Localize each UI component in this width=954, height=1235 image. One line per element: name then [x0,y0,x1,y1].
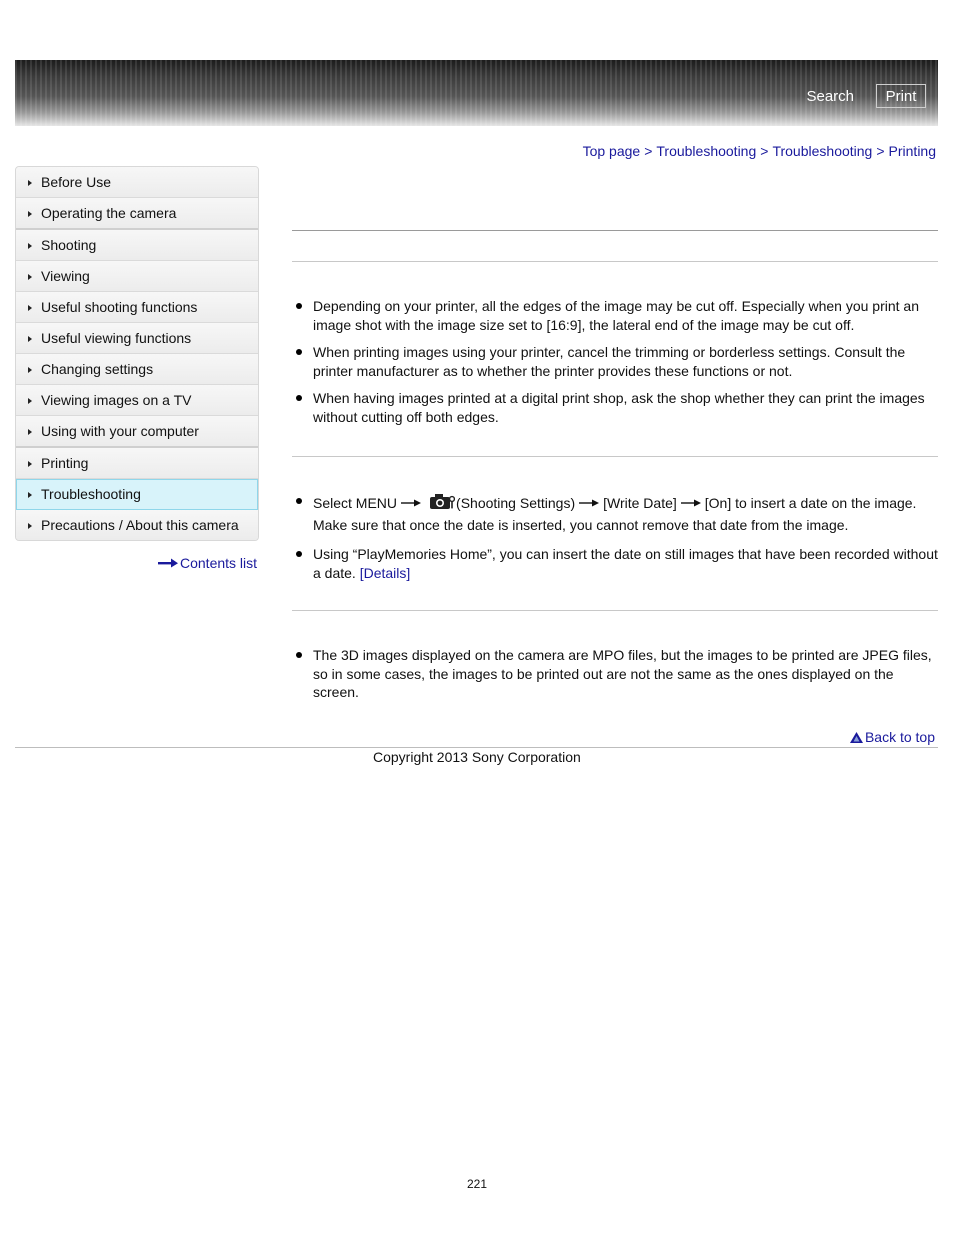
triangle-right-icon [28,211,32,217]
triangle-right-icon [28,429,32,435]
triangle-right-icon [28,305,32,311]
list-item: Depending on your printer, all the edges of the image may be cut off. Especially when you print an image shot with the image size set to [16:9], the lateral end of the image may be cut off. [292,297,938,334]
triangle-right-icon [28,336,32,342]
section-divider [292,261,938,262]
breadcrumb-troubleshooting-1[interactable]: Troubleshooting [656,143,757,159]
search-link[interactable]: Search [806,88,854,105]
sidebar-item-shooting[interactable] [16,230,258,261]
print-button[interactable]: Print [876,84,926,108]
title-divider [292,230,938,231]
triangle-right-icon [28,492,32,498]
triangle-right-icon [28,398,32,404]
triangle-right-icon [28,274,32,280]
playmemories-text: Using “PlayMemories Home”, you can insert the date on still images that have been recorded without a date. [313,546,938,581]
arrow-right-icon [681,499,701,507]
sidebar-item-label: Useful viewing functions [41,330,192,346]
sidebar-item-label: Precautions / About this camera [41,517,239,533]
section-divider [292,456,938,457]
step-select-menu: Select MENU [313,495,398,511]
breadcrumb-separator: > [644,143,653,159]
breadcrumb-top-page[interactable]: Top page [582,143,641,159]
list-item: The 3D images displayed on the camera are MPO files, but the images to be printed are JPEG files, so in some cases, the images to be printed out are not the same as the ones displayed on the screen. [292,646,938,702]
breadcrumb-printing[interactable]: Printing [888,143,936,159]
footer-divider [15,747,938,748]
contents-list-label: Contents list [180,555,258,571]
sidebar-nav [15,166,259,541]
triangle-right-icon [28,243,32,249]
page-number: 221 [466,1177,488,1191]
triangle-up-icon [850,732,863,743]
triangle-right-icon [28,180,32,186]
sidebar-item-viewing-images-on-tv[interactable] [16,385,258,416]
sidebar-item-before-use[interactable] [16,167,258,198]
sidebar-item-precautions[interactable] [16,510,258,540]
sidebar-item-label: Before Use [41,174,112,190]
sidebar-item-troubleshooting[interactable] [16,479,258,510]
header-banner [15,60,938,126]
triangle-right-icon [28,523,32,529]
sidebar-item-printing[interactable] [16,448,258,479]
breadcrumb-troubleshooting-2[interactable]: Troubleshooting [772,143,873,159]
camera-settings-icon [429,493,455,510]
section-divider [292,610,938,611]
sidebar-item-changing-settings[interactable] [16,354,258,385]
back-to-top-link[interactable] [850,729,935,745]
sidebar-item-using-with-computer[interactable] [16,416,258,448]
sidebar-item-operating-the-camera[interactable] [16,198,258,230]
step-shooting-settings: (Shooting Settings) [456,495,576,511]
sidebar-item-label: Troubleshooting [41,486,141,502]
sidebar-item-label: Operating the camera [41,205,177,221]
sidebar-item-viewing[interactable] [16,261,258,292]
details-link[interactable]: [Details] [359,564,411,581]
arrow-right-icon [401,499,421,507]
breadcrumb-separator: > [876,143,885,159]
back-to-top-label: Back to top [864,729,935,745]
breadcrumb [583,143,936,159]
step-write-date: [Write Date] [603,495,677,511]
breadcrumb-separator: > [760,143,769,159]
sidebar-item-label: Using with your computer [41,423,199,439]
sidebar-item-label: Printing [41,455,89,471]
section-1-list [292,297,938,435]
sidebar-item-label: Useful shooting functions [41,299,198,315]
write-date-note: Make sure that once the date is inserted, you cannot remove that date from the image. [313,517,849,533]
sidebar-item-label: Changing settings [41,361,154,377]
list-item: When printing images using your printer, cancel the trimming or borderless settings. Consult the printer manufacturer as to whether the printer provides these functions or not. [292,343,938,380]
section-3-list [292,646,938,711]
sidebar-item-useful-shooting-functions[interactable] [16,292,258,323]
copyright: Copyright 2013 Sony Corporation [373,749,581,765]
sidebar-item-label: Viewing [41,268,90,284]
contents-list-link[interactable] [158,555,257,571]
list-item [292,545,938,582]
sidebar-item-label: Shooting [41,237,97,253]
triangle-right-icon [28,367,32,373]
section-2-list [292,492,938,591]
arrow-right-icon [579,499,599,507]
triangle-right-icon [28,461,32,467]
step-on: [On] to insert a date on the image. [704,495,917,511]
sidebar-item-useful-viewing-functions[interactable] [16,323,258,354]
list-item: When having images printed at a digital print shop, ask the shop whether they can print the images without cutting off both edges. [292,389,938,426]
long-arrow-icon [158,558,178,568]
sidebar-item-label: Viewing images on a TV [41,392,192,408]
list-item [292,492,938,536]
